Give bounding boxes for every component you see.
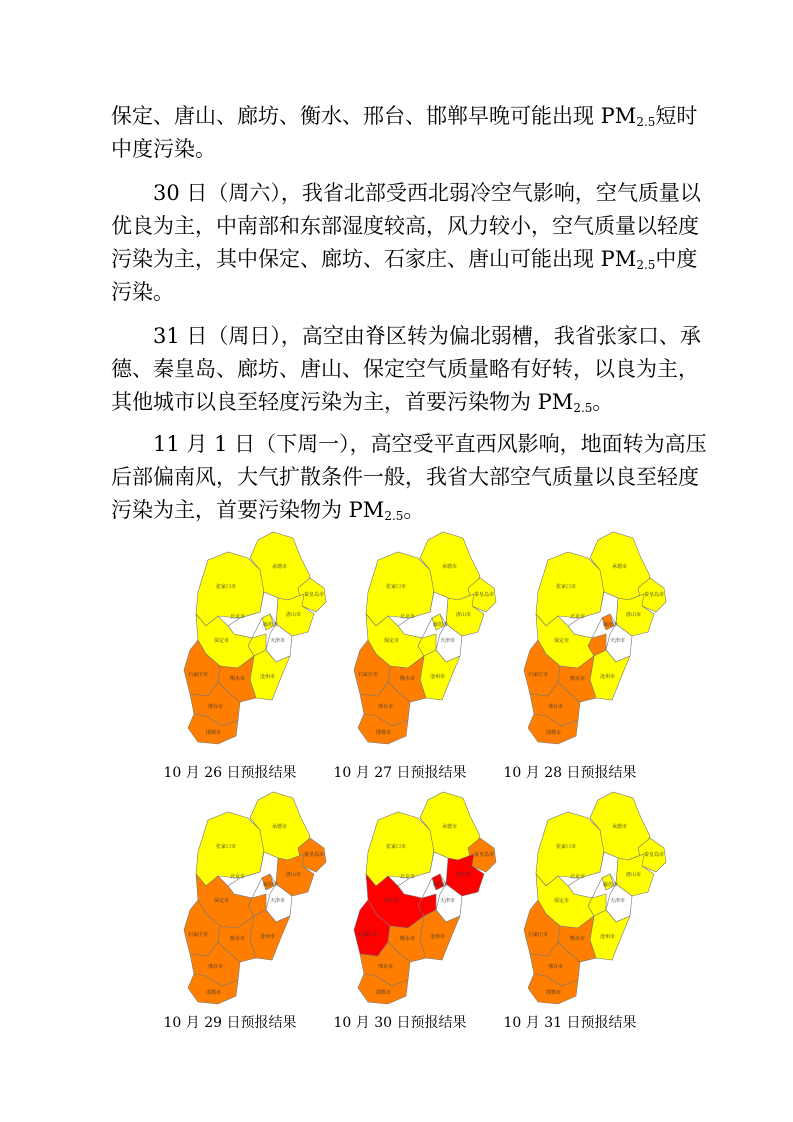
city-label-zjk: 张家口市: [386, 844, 407, 850]
city-label-bd: 保定市: [384, 638, 400, 644]
city-label-hs: 衡水市: [570, 676, 586, 682]
forecast-map-6: [508, 790, 673, 1005]
city-label-bd: 保定市: [554, 898, 570, 904]
city-label-tj: 天津市: [610, 898, 626, 904]
hebei-map: [338, 530, 503, 745]
city-label-hd: 邯郸市: [546, 990, 562, 996]
city-label-bj: 北京市: [400, 614, 416, 620]
city-label-hs: 衡水市: [400, 676, 416, 682]
city-label-qhd: 秦皇岛市: [304, 852, 325, 858]
city-label-sjz: 石家庄市: [188, 672, 209, 678]
city-label-qhd: 秦皇岛市: [474, 852, 495, 858]
city-label-hd: 邯郸市: [546, 730, 562, 736]
map-caption-6: 10 月 31 日预报结果: [503, 1015, 637, 1031]
city-label-xt: 邢台市: [378, 964, 394, 970]
city-label-xt: 邢台市: [548, 704, 564, 710]
city-label-tj: 天津市: [440, 898, 456, 904]
city-label-hd: 邯郸市: [206, 990, 222, 996]
city-label-ts: 唐山市: [456, 872, 472, 878]
hebei-map: [338, 790, 503, 1005]
city-label-hd: 邯郸市: [376, 730, 392, 736]
paragraph-2: 30 日（周六），我省北部受西北弱冷空气影响，空气质量以优良为主，中南部和东部湿度较高，风力较小，空气质量以轻度污染为主，其中保定、廊坊、石家庄、唐山可能出现 $PM_{2.5}$中度污染。: [111, 181, 701, 304]
city-label-bd: 保定市: [214, 638, 230, 644]
city-label-hs: 衡水市: [230, 676, 246, 682]
hebei-map: [168, 530, 333, 745]
map-caption-3: 10 月 28 日预报结果: [503, 765, 637, 781]
city-label-lf: 廊坊市: [603, 882, 619, 888]
city-label-bd: 保定市: [384, 898, 400, 904]
city-label-zjk: 张家口市: [556, 584, 577, 590]
city-label-qhd: 秦皇岛市: [644, 592, 665, 598]
city-label-tj: 天津市: [270, 898, 286, 904]
city-label-qhd: 秦皇岛市: [304, 592, 325, 598]
paragraph-4: 11 月 1 日（下周一），高空受平直西风影响，地面转为高压后部偏南风，大气扩散条件一般，我省大部空气质量以良至轻度污染为主，首要污染物为 $PM_{2.5}$。: [111, 432, 707, 523]
map-caption-2: 10 月 27 日预报结果: [333, 765, 467, 781]
forecast-map-1: [168, 530, 333, 745]
city-label-sjz: 石家庄市: [528, 672, 549, 678]
forecast-map-3: [508, 530, 673, 745]
city-label-hd: 邯郸市: [376, 990, 392, 996]
city-label-lf: 廊坊市: [263, 622, 279, 628]
hebei-map: [168, 790, 333, 1005]
city-label-ts: 唐山市: [626, 612, 642, 618]
city-label-tj: 天津市: [440, 638, 456, 644]
city-label-bj: 北京市: [400, 874, 416, 880]
city-label-sjz: 石家庄市: [358, 672, 379, 678]
city-label-cd: 承德市: [612, 564, 628, 570]
city-label-xt: 邢台市: [378, 704, 394, 710]
city-label-cz: 沧州市: [430, 934, 446, 940]
city-label-ts: 唐山市: [456, 612, 472, 618]
city-label-cz: 沧州市: [260, 674, 276, 680]
city-label-cz: 沧州市: [600, 674, 616, 680]
city-label-sjz: 石家庄市: [188, 932, 209, 938]
city-label-cz: 沧州市: [260, 934, 276, 940]
hebei-map: [508, 530, 673, 745]
city-label-xt: 邢台市: [208, 704, 224, 710]
city-label-tj: 天津市: [270, 638, 286, 644]
city-label-cz: 沧州市: [430, 674, 446, 680]
city-label-cz: 沧州市: [600, 934, 616, 940]
city-label-bd: 保定市: [554, 638, 570, 644]
map-caption-5: 10 月 30 日预报结果: [333, 1015, 467, 1031]
city-label-lf: 廊坊市: [433, 622, 449, 628]
paragraph-3: 31 日（周日），高空由脊区转为偏北弱槽，我省张家口、承德、秦皇岛、廊坊、唐山、保定空气质量略有好转，以良为主，其他城市以良至轻度污染为主，首要污染物为 $PM_{2.5}$。: [111, 324, 701, 415]
city-label-bd: 保定市: [214, 898, 230, 904]
city-label-hs: 衡水市: [230, 936, 246, 942]
city-label-tj: 天津市: [610, 638, 626, 644]
paragraph-1: 保定、唐山、廊坊、衡水、邢台、邯郸早晚可能出现 $PM_{2.5}$短时中度污染。: [111, 104, 698, 161]
city-label-bj: 北京市: [570, 614, 586, 620]
city-label-zjk: 张家口市: [386, 584, 407, 590]
map-caption-1: 10 月 26 日预报结果: [163, 765, 297, 781]
city-label-sjz: 石家庄市: [358, 932, 379, 938]
city-label-bj: 北京市: [570, 874, 586, 880]
forecast-map-5: [338, 790, 503, 1005]
city-label-cd: 承德市: [442, 564, 458, 570]
city-label-ts: 唐山市: [286, 612, 302, 618]
city-label-hs: 衡水市: [400, 936, 416, 942]
map-caption-4: 10 月 29 日预报结果: [163, 1015, 297, 1031]
city-label-hd: 邯郸市: [206, 730, 222, 736]
city-label-zjk: 张家口市: [216, 844, 237, 850]
city-label-qhd: 秦皇岛市: [474, 592, 495, 598]
city-label-qhd: 秦皇岛市: [644, 852, 665, 858]
city-label-cd: 承德市: [612, 824, 628, 830]
city-label-bj: 北京市: [230, 874, 246, 880]
city-label-zjk: 张家口市: [556, 844, 577, 850]
hebei-map: [508, 790, 673, 1005]
city-label-bj: 北京市: [230, 614, 246, 620]
city-label-cd: 承德市: [272, 824, 288, 830]
city-label-ts: 唐山市: [626, 872, 642, 878]
city-label-xt: 邢台市: [548, 964, 564, 970]
city-label-hs: 衡水市: [570, 936, 586, 942]
forecast-map-2: [338, 530, 503, 745]
city-label-lf: 廊坊市: [603, 622, 619, 628]
forecast-map-4: [168, 790, 333, 1005]
city-label-lf: 廊坊市: [433, 882, 449, 888]
city-label-cd: 承德市: [442, 824, 458, 830]
city-label-xt: 邢台市: [208, 964, 224, 970]
city-label-ts: 唐山市: [286, 872, 302, 878]
city-label-cd: 承德市: [272, 564, 288, 570]
city-label-sjz: 石家庄市: [528, 932, 549, 938]
city-label-zjk: 张家口市: [216, 584, 237, 590]
city-label-lf: 廊坊市: [263, 882, 279, 888]
